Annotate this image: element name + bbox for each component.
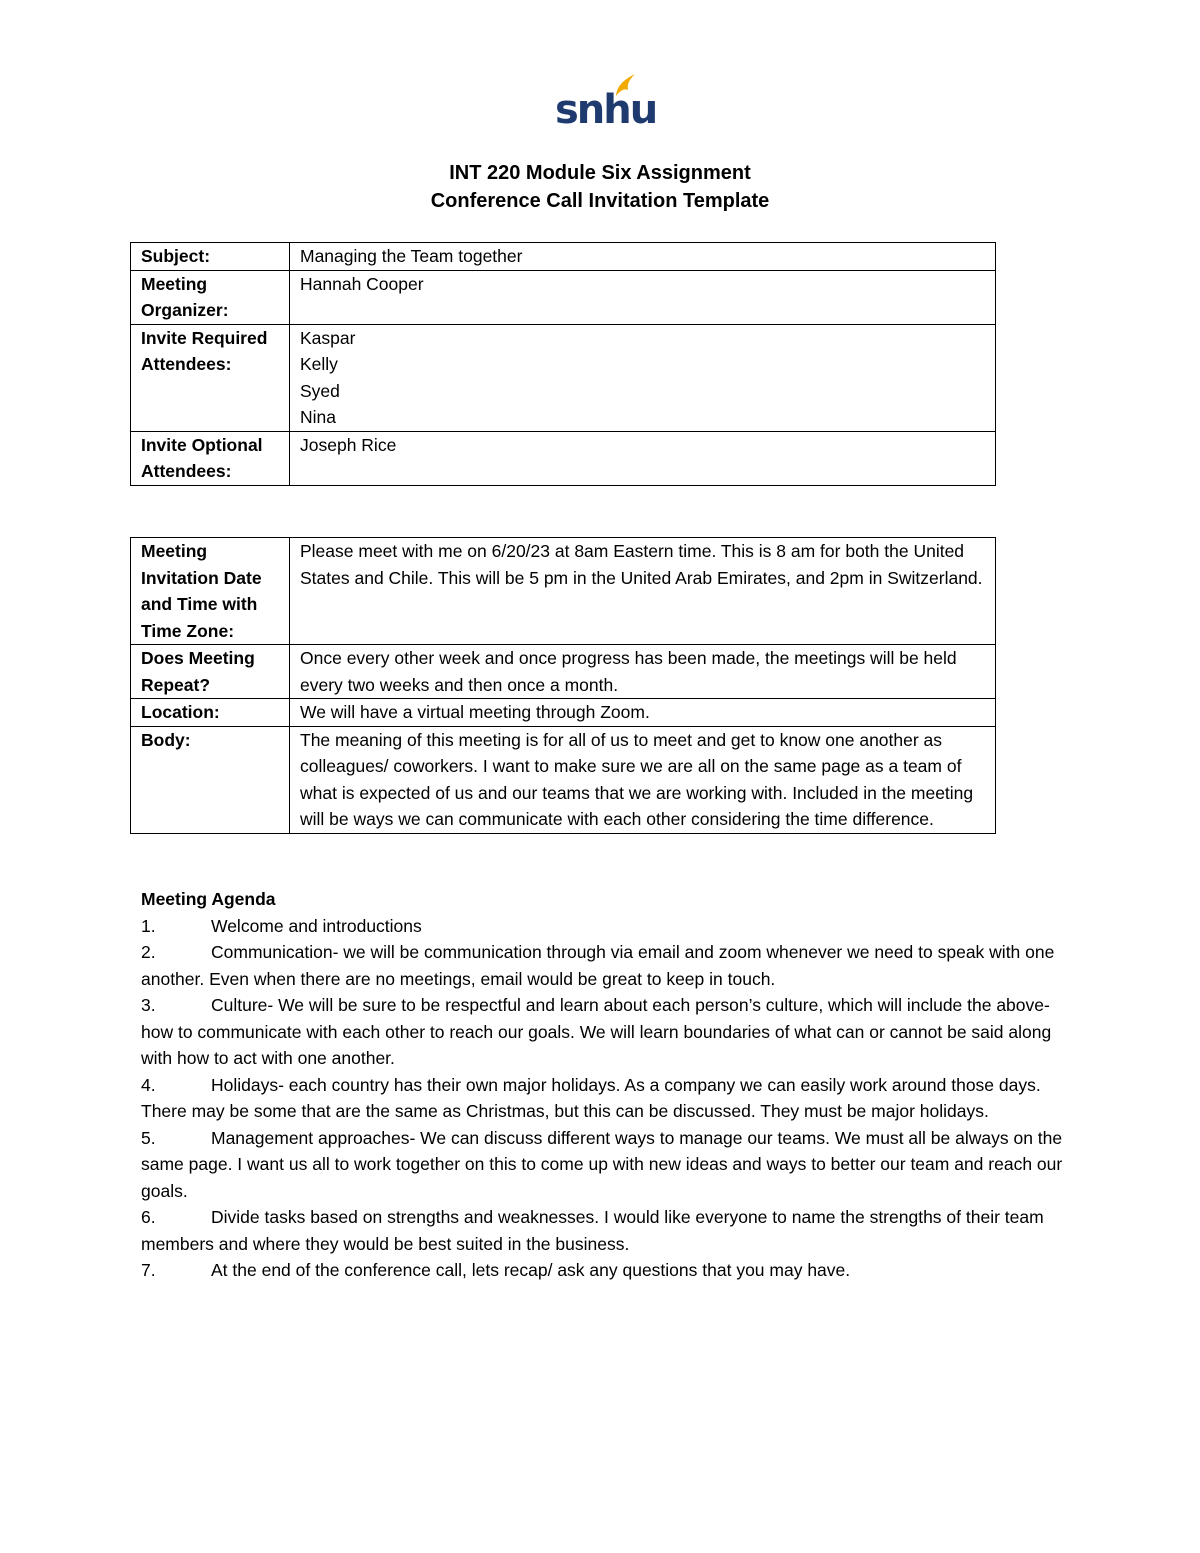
row-label: Meeting Organizer:: [131, 270, 290, 324]
row-label: Does Meeting Repeat?: [131, 645, 290, 699]
row-label: Location:: [131, 699, 290, 727]
agenda-item: [141, 939, 1071, 992]
table-row: [131, 699, 996, 727]
attendee-name: Nina: [300, 407, 336, 427]
attendee-name: Kaspar: [300, 327, 356, 348]
row-label: Meeting Invitation Date and Time with Time Zone:: [131, 538, 290, 645]
agenda-item-text: Management approaches- We can discuss different ways to manage our teams. We must all be always on the same page. I want us all to work together on this to come up with new ideas and ways to better our team and reach our goals.: [141, 1127, 1063, 1201]
table-row: [131, 324, 996, 431]
agenda-item: [141, 992, 1071, 1072]
agenda-heading: Meeting Agenda: [141, 889, 276, 909]
row-value: The meaning of this meeting is for all of us to meet and get to know one another as colleagues/ coworkers. I want to make sure we are all on the same page as a team of what is expected of us and our teams that we are working with. Included in the meeting will be ways we can communicate with each other considering the time difference.: [290, 726, 996, 833]
row-value: Please meet with me on 6/20/23 at 8am Eastern time. This is 8 am for both the United States and Chile. This will be 5 pm in the United Arab Emirates, and 2pm in Switzerland.: [290, 538, 996, 645]
attendee-name: Kelly: [300, 354, 338, 374]
table-row: [131, 726, 996, 833]
table-row: [131, 243, 996, 271]
agenda-item: [141, 913, 1071, 940]
agenda-item-text: At the end of the conference call, lets recap/ ask any questions that you may have.: [211, 1260, 851, 1280]
row-value: Once every other week and once progress has been made, the meetings will be held every two weeks and then once a month.: [290, 645, 996, 699]
agenda-item-number: 2.: [141, 942, 156, 962]
table-row: [131, 270, 996, 324]
agenda-item-number: 1.: [141, 915, 156, 936]
agenda-item-text: Culture- We will be sure to be respectful and learn about each person’s culture, which will include the above- how to communicate with each other to reach our goals. We will learn boundaries of what can or cannot be said along with how to act with one another.: [141, 995, 1052, 1068]
meeting-agenda: [141, 886, 1071, 1284]
agenda-item: [141, 1125, 1071, 1205]
row-value: Joseph Rice: [290, 431, 996, 485]
page-title: INT 220 Module Six Assignment: [449, 162, 751, 184]
table-row: [131, 431, 996, 485]
agenda-item-number: 4.: [141, 1074, 156, 1095]
agenda-item-text: Divide tasks based on strengths and weaknesses. I would like everyone to name the strengths of their team members and where they would be best suited in the business.: [141, 1207, 1044, 1254]
agenda-item-text: Welcome and introductions: [211, 915, 422, 936]
agenda-item: [141, 1257, 1071, 1284]
row-value: [290, 324, 996, 431]
attendee-name: Syed: [300, 380, 340, 401]
agenda-item: [141, 1204, 1071, 1257]
row-value: Managing the Team together: [290, 243, 996, 271]
row-label: Body:: [131, 726, 290, 833]
agenda-item-number: 6.: [141, 1207, 156, 1227]
row-label: Invite Required Attendees:: [131, 324, 290, 431]
agenda-item: [141, 1072, 1071, 1125]
agenda-item-text: Communication- we will be communication through via email and zoom whenever we need to speak with one another. Even when there are no meetings, email would be great to keep in touch.: [141, 942, 1055, 989]
page-subtitle: Conference Call Invitation Template: [430, 190, 770, 212]
meeting-details-table: [130, 537, 996, 834]
table-row: [131, 645, 996, 699]
row-value: We will have a virtual meeting through Zoom.: [290, 699, 996, 727]
agenda-item-text: Holidays- each country has their own major holidays. As a company we can easily work around those days. There may be some that are the same as Christmas, but this can be discussed. They must be major holidays.: [141, 1074, 1041, 1121]
row-label: Subject:: [131, 243, 290, 271]
table-row: [131, 538, 996, 645]
flame-icon: [613, 72, 637, 98]
row-label: Invite Optional Attendees:: [131, 431, 290, 485]
snhu-logo: [555, 72, 657, 134]
agenda-item-number: 3.: [141, 995, 156, 1015]
logo-text: snhu: [555, 87, 657, 133]
row-value: Hannah Cooper: [290, 270, 996, 324]
invitation-details-table: [130, 242, 996, 486]
agenda-item-number: 5.: [141, 1127, 156, 1148]
agenda-item-number: 7.: [141, 1260, 156, 1280]
